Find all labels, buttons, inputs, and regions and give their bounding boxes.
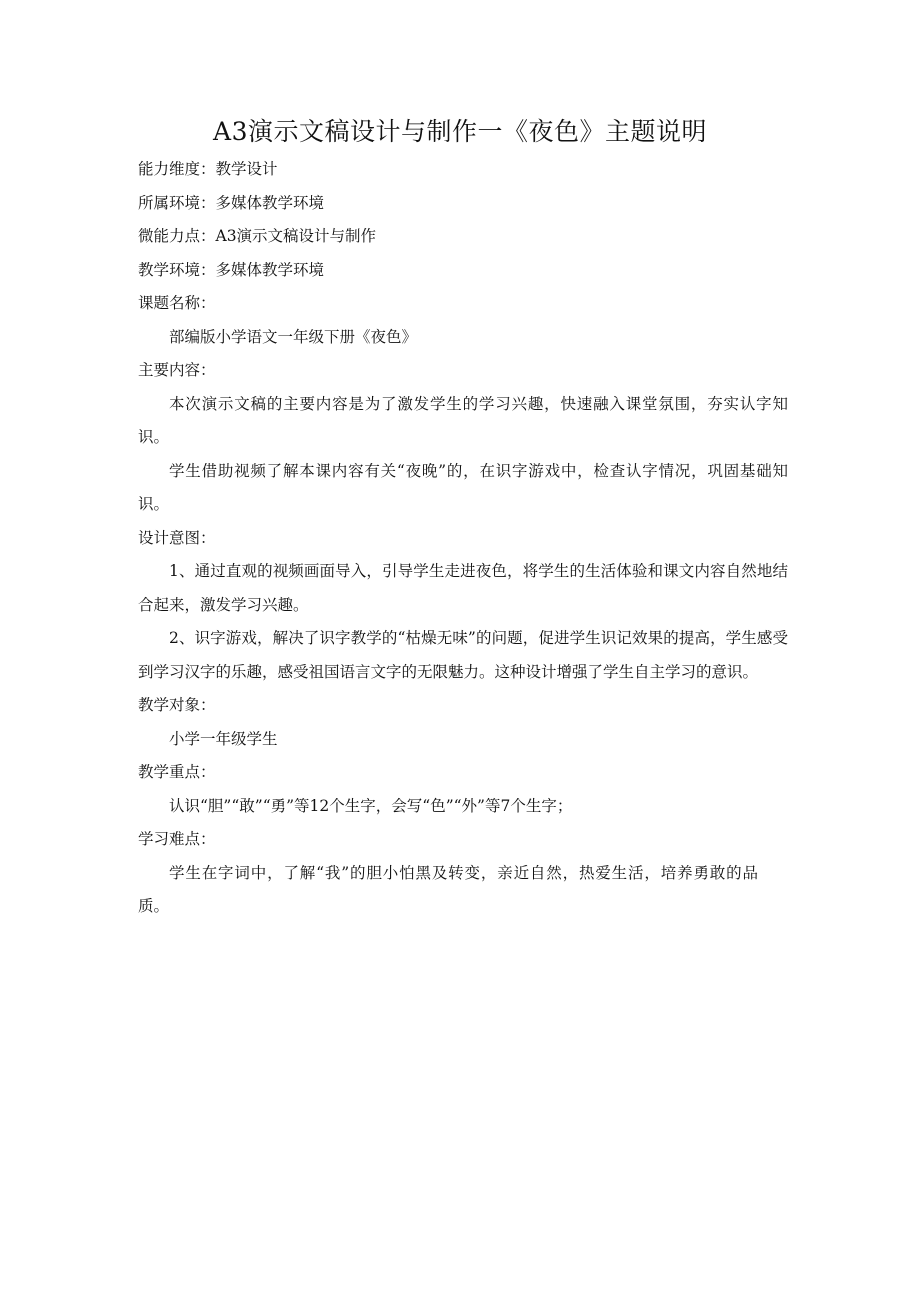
document-body (138, 153, 788, 924)
intent-label: 设计意图： (138, 528, 216, 547)
teaching-environment: 教学环境：多媒体教学环境 (138, 260, 325, 279)
intent-paragraph-2: 2、识字游戏，解决了识字教学的“枯燥无味”的问题，促进学生识记效果的提高，学生感受到学习汉字的乐趣，感受祖国语言文字的无限魅力。这种设计增强了学生自主学习的意识。 (138, 629, 788, 681)
content-paragraph-2: 学生借助视频了解本课内容有关“夜晚”的，在识字游戏中，检查认字情况，巩固基础知识。 (138, 461, 788, 513)
content-paragraph-1: 本次演示文稿的主要内容是为了激发学生的学习兴趣，快速融入课堂氛围，夯实认字知识。 (138, 394, 788, 446)
environment: 所属环境：多媒体教学环境 (138, 193, 325, 212)
content-label: 主要内容： (138, 361, 216, 379)
audience-value: 小学一年级学生 (169, 729, 278, 748)
difficulty-label: 学习难点： (138, 830, 216, 848)
key-points-label: 教学重点： (138, 763, 216, 781)
micro-ability: 微能力点：A3演示文稿设计与制作 (138, 227, 377, 245)
key-points-value: 认识“胆”“敢”“勇”等12个生字，会写“色”“外”等7个生字； (169, 796, 573, 815)
topic-label: 课题名称： (138, 294, 216, 312)
difficulty-value: 学生在字词中，了解“我”的胆小怕黑及转变，亲近自然，热爱生活，培养勇敢的品质。 (138, 863, 758, 915)
intent-paragraph-1: 1、通过直观的视频画面导入，引导学生走进夜色，将学生的生活体验和课文内容自然地结合起来，激发学习兴趣。 (138, 562, 788, 614)
document-title: A3演示文稿设计与制作一《夜色》主题说明 (213, 117, 707, 146)
ability-dimension: 能力维度：教学设计 (138, 160, 278, 178)
audience-label: 教学对象： (138, 696, 216, 714)
topic-value: 部编版小学语文一年级下册《夜色》 (169, 327, 418, 346)
